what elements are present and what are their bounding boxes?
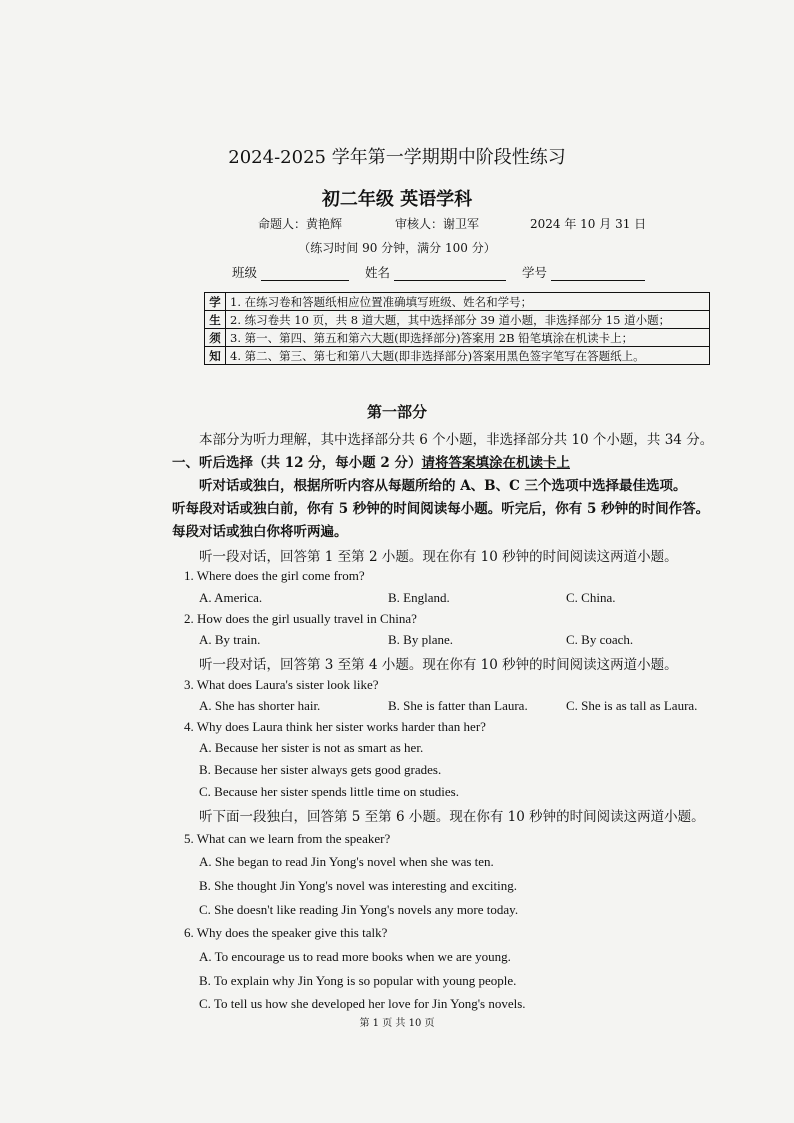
section-note: 请将答案填涂在机读卡上 <box>421 455 570 471</box>
reviewer: 审核人：谢卫军 <box>395 217 480 231</box>
part-intro: 本部分为听力理解，其中选择部分共 6 个小题，非选择部分共 10 个小题，共 34 分。 <box>199 432 714 448</box>
author: 命题人：黄艳辉 <box>258 217 343 231</box>
listening-cue-2: 听一段对话，回答第 3 至第 4 小题。现在你有 10 秒钟的时间阅读这两道小题。 <box>199 657 678 673</box>
part-title: 第一部分 <box>366 403 427 421</box>
q3-option-b: B. She is fatter than Laura. <box>388 698 528 713</box>
name-field[interactable] <box>394 266 506 281</box>
notice-line-2: 2. 练习卷共 10 页，共 8 道大题，其中选择部分 39 道小题，非选择部分 15 道小题； <box>226 311 710 329</box>
class-label: 班级 <box>232 265 258 280</box>
section-title: 一、听后选择（共 12 分，每小题 2 分） <box>172 455 422 471</box>
exam-subtitle: 初二年级 英语学科 <box>321 189 473 210</box>
q4-option-c: C. Because her sister spends little time on studies. <box>199 784 459 799</box>
notice-side-char: 须 <box>205 329 226 347</box>
q6-option-b: B. To explain why Jin Yong is so popular with young people. <box>199 973 517 988</box>
class-field[interactable] <box>261 266 349 281</box>
question-2: 2. How does the girl usually travel in China? <box>184 611 417 626</box>
info-line-id <box>522 263 645 281</box>
listening-cue-1: 听一段对话，回答第 1 至第 2 小题。现在你有 10 秒钟的时间阅读这两道小题。 <box>199 549 678 565</box>
exam-date: 2024 年 10 月 31 日 <box>530 217 647 231</box>
notice-side-char: 知 <box>205 347 226 365</box>
notice-line-1: 1. 在练习卷和答题纸相应位置准确填写班级、姓名和学号； <box>226 293 710 311</box>
question-1: 1. Where does the girl come from? <box>184 568 365 583</box>
exam-title: 2024-2025 学年第一学期期中阶段性练习 <box>228 147 566 168</box>
q3-option-a: A. She has shorter hair. <box>199 698 321 713</box>
question-5: 5. What can we learn from the speaker? <box>184 831 391 846</box>
name-label: 姓名 <box>365 265 391 280</box>
q1-option-a: A. America. <box>199 590 263 605</box>
q2-option-b: B. By plane. <box>388 632 453 647</box>
instruction-2: 听每段对话或独白前，你有 5 秒钟的时间阅读每小题。听完后，你有 5 秒钟的时间作答。 <box>172 501 710 517</box>
id-label: 学号 <box>522 265 548 280</box>
page-footer: 第 1 页 共 10 页 <box>359 1018 435 1029</box>
instruction-3: 每段对话或独白你将听两遍。 <box>172 524 348 540</box>
q2-option-c: C. By coach. <box>566 632 634 647</box>
q1-option-c: C. China. <box>566 590 616 605</box>
question-4: 4. Why does Laura think her sister works harder than her? <box>184 719 486 734</box>
q5-option-a: A. She began to read Jin Yong's novel when she was ten. <box>199 854 494 869</box>
q6-option-c: C. To tell us how she developed her love for Jin Yong's novels. <box>199 996 526 1011</box>
listening-cue-3: 听下面一段独白，回答第 5 至第 6 小题。现在你有 10 秒钟的时间阅读这两道小题。 <box>199 809 705 825</box>
q5-option-c: C. She doesn't like reading Jin Yong's novels any more today. <box>199 902 519 917</box>
q2-option-a: A. By train. <box>199 632 261 647</box>
instruction-1: 听对话或独白，根据所听内容从每题所给的 A、B、C 三个选项中选择最佳选项。 <box>199 478 687 494</box>
notice-line-4: 4. 第二、第三、第七和第八大题(即非选择部分)答案用黑色签字笔写在答题纸上。 <box>226 347 710 365</box>
question-6: 6. Why does the speaker give this talk? <box>184 925 388 940</box>
notice-side-char: 学 <box>205 293 226 311</box>
student-notice-table <box>204 292 710 365</box>
notice-side-char: 生 <box>205 311 226 329</box>
id-field[interactable] <box>551 266 645 281</box>
q4-option-a: A. Because her sister is not as smart as her. <box>199 740 424 755</box>
q6-option-a: A. To encourage us to read more books when we are young. <box>199 949 511 964</box>
info-line <box>232 263 349 281</box>
q5-option-b: B. She thought Jin Yong's novel was interesting and exciting. <box>199 878 517 893</box>
q1-option-b: B. England. <box>388 590 450 605</box>
q4-option-b: B. Because her sister always gets good grades. <box>199 762 442 777</box>
notice-line-3: 3. 第一、第四、第五和第六大题(即选择部分)答案用 2B 铅笔填涂在机读卡上； <box>226 329 710 347</box>
time-note: （练习时间 90 分钟，满分 100 分） <box>298 241 496 255</box>
section-heading <box>172 451 570 471</box>
q3-option-c: C. She is as tall as Laura. <box>566 698 698 713</box>
question-3: 3. What does Laura's sister look like? <box>184 677 379 692</box>
info-line-name <box>365 263 506 281</box>
